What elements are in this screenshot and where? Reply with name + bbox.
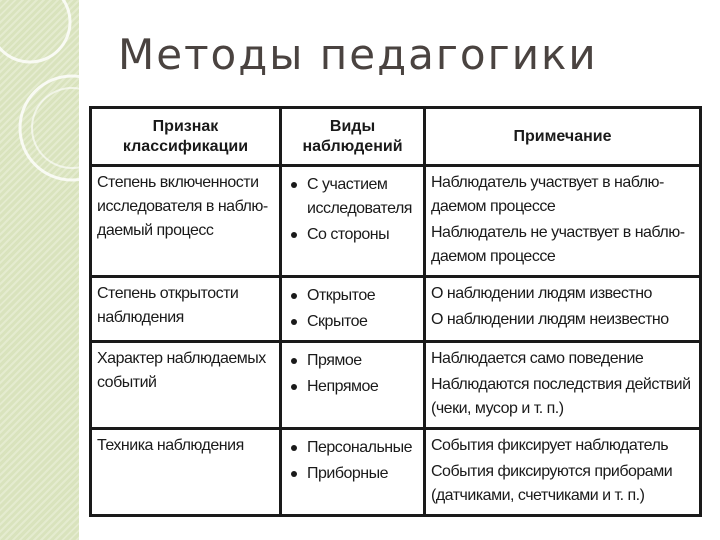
list-item: Персональные	[287, 436, 418, 460]
criterion-text: Степень открытости наблюдения	[97, 285, 239, 326]
list-item: Приборные	[287, 462, 418, 486]
types-list	[287, 284, 418, 334]
types-cell	[281, 429, 425, 516]
decorative-side-band	[0, 0, 79, 540]
types-cell	[281, 342, 425, 429]
note-text: Наблюдатель участвует в наблю-даемом процессе	[431, 174, 664, 215]
header-criterion: Признак классификации	[91, 108, 281, 166]
list-item: Открытое	[287, 284, 418, 308]
header-types: Виды наблюдений	[281, 108, 425, 166]
table-header-row	[91, 108, 701, 166]
table-row	[91, 342, 701, 429]
note-text: События фиксирует наблюдатель	[431, 437, 669, 454]
note-text: Наблюдатель не участвует в наблю-даемом процессе	[431, 224, 685, 265]
types-list	[287, 173, 418, 247]
types-list	[287, 436, 418, 486]
notes-cell	[425, 277, 701, 342]
table-row	[91, 429, 701, 516]
observation-methods-table	[89, 106, 702, 517]
criterion-cell	[91, 429, 281, 516]
note-text: О наблюдении людям известно	[431, 285, 652, 302]
notes-cell	[425, 429, 701, 516]
criterion-text: Техника наблюдения	[97, 437, 244, 454]
types-cell	[281, 277, 425, 342]
header-notes: Примечание	[425, 108, 701, 166]
list-item: Скрытое	[287, 310, 418, 334]
criterion-text: Характер наблюдаемых событий	[97, 350, 266, 391]
types-list	[287, 349, 418, 399]
table-row	[91, 277, 701, 342]
criterion-cell	[91, 166, 281, 277]
list-item: С участием исследователя	[287, 173, 418, 221]
table-row	[91, 166, 701, 277]
note-text: События фиксируются приборами (датчиками, счетчиками и т. п.)	[431, 463, 673, 504]
note-text: Наблюдается само поведение	[431, 350, 644, 367]
criterion-cell	[91, 342, 281, 429]
types-cell	[281, 166, 425, 277]
criterion-text: Степень включенности исследователя в наблю-даемый процесс	[97, 174, 268, 239]
notes-cell	[425, 342, 701, 429]
list-item: Со стороны	[287, 223, 418, 247]
list-item: Непрямое	[287, 375, 418, 399]
slide-title: Методы педагогики	[118, 30, 598, 79]
list-item: Прямое	[287, 349, 418, 373]
note-text: Наблюдаются последствия действий (чеки, мусор и т. п.)	[431, 376, 691, 417]
decorative-circles-icon	[0, 0, 79, 540]
note-text: О наблюдении людям неизвестно	[431, 311, 669, 328]
notes-cell	[425, 166, 701, 277]
criterion-cell	[91, 277, 281, 342]
